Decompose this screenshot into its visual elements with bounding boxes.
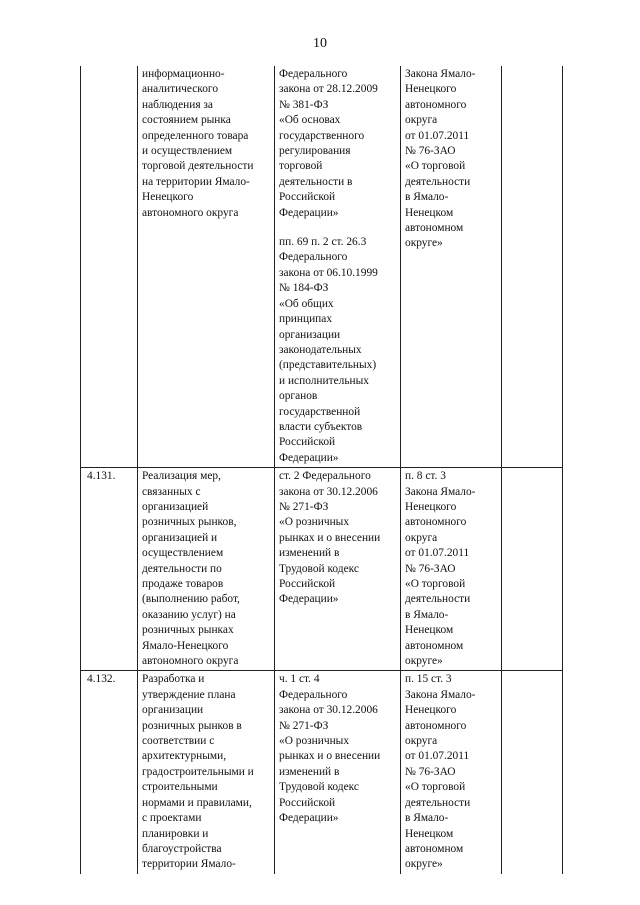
text-line: Закона Ямало- xyxy=(405,485,476,498)
text-line: с проектами xyxy=(142,812,202,825)
text-line: Российской xyxy=(279,191,336,204)
text-line: Ненецком xyxy=(405,827,454,840)
text-line: Ненецкого xyxy=(405,83,457,96)
regional-basis-cell xyxy=(401,468,502,671)
text-line: Ненецкого xyxy=(142,191,194,204)
text-line: продаже товаров xyxy=(142,578,224,590)
text-line: Трудовой кодекс xyxy=(279,562,359,575)
text-line: № 76-ЗАО xyxy=(405,145,456,158)
text-line: градостроительными и xyxy=(142,765,254,778)
text-line: определенного товара xyxy=(142,129,249,142)
text-line: органов xyxy=(279,390,318,403)
text-line: Реализация мер, xyxy=(142,470,221,483)
note-cell xyxy=(502,468,563,671)
text-line: № 184-ФЗ xyxy=(279,282,329,295)
text-line: Ненецком xyxy=(405,206,454,219)
text-line: № 381-ФЗ xyxy=(279,98,329,111)
note-cell xyxy=(502,671,563,874)
document-table xyxy=(80,66,563,874)
text-line: нормами и правилами, xyxy=(142,796,252,809)
text-line: от 01.07.2011 xyxy=(405,547,470,560)
federal-basis-cell xyxy=(275,671,401,874)
text-line: округе» xyxy=(405,237,443,250)
text-line: оказанию услуг) на xyxy=(142,608,236,621)
text-line: деятельности в xyxy=(279,175,353,188)
federal-basis-cell xyxy=(275,468,401,671)
text-line: в Ямало- xyxy=(405,608,449,621)
text-line: ст. 2 Федерального xyxy=(279,470,371,483)
text-line: рынках и о внесении xyxy=(279,750,381,763)
text-line: Ненецкого xyxy=(405,704,457,717)
text-line: Российской xyxy=(279,796,336,809)
regional-basis-cell xyxy=(401,671,502,874)
text-line: № 271-ФЗ xyxy=(279,500,329,513)
text-line: деятельности xyxy=(405,796,471,809)
text-line: аналитического xyxy=(142,83,219,96)
text-line: торговой xyxy=(279,160,323,173)
text-line: деятельности по xyxy=(142,562,222,575)
text-line: Закона Ямало- xyxy=(405,688,476,701)
text-line: № 76-ЗАО xyxy=(405,765,456,778)
text-line: № 76-ЗАО xyxy=(405,562,456,575)
text-line: на территории Ямало- xyxy=(142,175,250,188)
text-line: законодательных xyxy=(279,343,362,356)
text-line: Разработка и xyxy=(142,673,205,686)
text-line: округе» xyxy=(405,858,443,871)
text-line: «О розничных xyxy=(279,735,350,748)
text-line: округе» xyxy=(405,655,443,668)
description-cell xyxy=(138,468,275,671)
text-line: Федерального xyxy=(279,251,348,264)
text-line: автономного округа xyxy=(142,655,239,668)
text-line: округа xyxy=(405,114,438,127)
text-line: организации xyxy=(279,328,341,341)
note-cell xyxy=(502,66,563,468)
text-line: Федерального xyxy=(279,688,348,701)
text-line: изменений в xyxy=(279,765,340,778)
text-line: автономном xyxy=(405,639,464,652)
text-line: автономном xyxy=(405,222,464,235)
text-line: от 01.07.2011 xyxy=(405,750,470,763)
text-line: наблюдения за xyxy=(142,98,213,111)
text-line: закона от 28.12.2009 xyxy=(279,83,378,96)
text-line: (представительных) xyxy=(279,359,377,372)
table-row xyxy=(81,671,563,874)
text-line: автономного xyxy=(405,98,467,111)
text-line: Трудовой кодекс xyxy=(279,781,359,794)
text-line: архитектурными, xyxy=(142,750,227,763)
text-line: и исполнительных xyxy=(279,374,369,387)
text-line: организацией и xyxy=(142,531,218,544)
text-line: «О розничных xyxy=(279,516,350,529)
text-line: утверждение плана xyxy=(142,688,236,701)
page-number: 10 xyxy=(313,36,327,51)
description-cell xyxy=(138,66,275,468)
text-line: округа xyxy=(405,531,438,544)
text-line: изменений в xyxy=(279,547,340,560)
regional-basis-cell xyxy=(401,66,502,468)
text-line: автономного xyxy=(405,719,467,732)
federal-basis-cell xyxy=(275,66,401,468)
row-number: 4.131. xyxy=(81,468,138,671)
text-line: Федерации» xyxy=(279,593,339,606)
text-line: ч. 1 ст. 4 xyxy=(279,673,320,686)
text-line: «Об основах xyxy=(279,114,341,127)
table-row xyxy=(81,468,563,671)
text-line: закона от 06.10.1999 xyxy=(279,266,378,279)
federal-basis-block xyxy=(279,67,397,221)
federal-basis-block-2 xyxy=(279,235,397,466)
text-line: в Ямало- xyxy=(405,191,449,204)
text-line: Закона Ямало- xyxy=(405,68,476,80)
text-line: Федерального xyxy=(279,68,348,80)
text-line: и осуществлением xyxy=(142,145,233,158)
table-row xyxy=(81,66,563,468)
text-line: рынках и о внесении xyxy=(279,531,381,544)
text-line: Ненецком xyxy=(405,624,454,637)
text-line: п. 8 ст. 3 xyxy=(405,470,446,483)
text-line: планировки и xyxy=(142,827,209,840)
text-line: пп. 69 п. 2 ст. 26.3 xyxy=(279,236,367,249)
text-line: строительными xyxy=(142,781,218,794)
text-line: благоустройства xyxy=(142,842,222,855)
text-line: Ямало-Ненецкого xyxy=(142,639,229,652)
text-line: автономном xyxy=(405,842,464,855)
text-line: Федерации» xyxy=(279,451,339,464)
text-line: от 01.07.2011 xyxy=(405,129,470,142)
text-line: закона от 30.12.2006 xyxy=(279,485,378,498)
text-line: осуществлением xyxy=(142,547,224,560)
text-line: Российской xyxy=(279,436,336,449)
row-number xyxy=(81,66,138,468)
text-line: связанных с xyxy=(142,485,201,498)
text-line: «Об общих xyxy=(279,297,334,310)
text-line: Российской xyxy=(279,578,336,590)
text-line: организации xyxy=(142,704,204,717)
text-line: соответствии с xyxy=(142,735,215,748)
text-line: Федерации» xyxy=(279,206,339,219)
text-line: Федерации» xyxy=(279,812,339,825)
text-line: «О торговой xyxy=(405,160,466,173)
text-line: в Ямало- xyxy=(405,812,449,825)
text-line: государственного xyxy=(279,129,365,142)
text-line: деятельности xyxy=(405,593,471,606)
text-line: торговой деятельности xyxy=(142,160,254,173)
text-line: п. 15 ст. 3 xyxy=(405,673,452,686)
text-line: округа xyxy=(405,735,438,748)
text-line: регулирования xyxy=(279,145,351,158)
text-line: организацией xyxy=(142,500,209,513)
text-line: автономного округа xyxy=(142,206,239,219)
text-line: автономного xyxy=(405,516,467,529)
text-line: (выполнению работ, xyxy=(142,593,240,606)
text-line: деятельности xyxy=(405,175,471,188)
text-line: закона от 30.12.2006 xyxy=(279,704,378,717)
text-line: розничных рынках xyxy=(142,624,234,637)
text-line: государственной xyxy=(279,405,361,418)
text-line: «О торговой xyxy=(405,578,466,590)
text-line: «О торговой xyxy=(405,781,466,794)
text-line: принципах xyxy=(279,313,333,326)
text-line: власти субъектов xyxy=(279,420,363,433)
text-line: № 271-ФЗ xyxy=(279,719,329,732)
text-line: информационно- xyxy=(142,68,225,80)
text-line: розничных рынков, xyxy=(142,516,237,529)
text-line: Ненецкого xyxy=(405,500,457,513)
text-line: розничных рынков в xyxy=(142,719,242,732)
text-line: состоянием рынка xyxy=(142,114,231,127)
description-cell xyxy=(138,671,275,874)
row-number: 4.132. xyxy=(81,671,138,874)
text-line: территории Ямало- xyxy=(142,858,236,871)
